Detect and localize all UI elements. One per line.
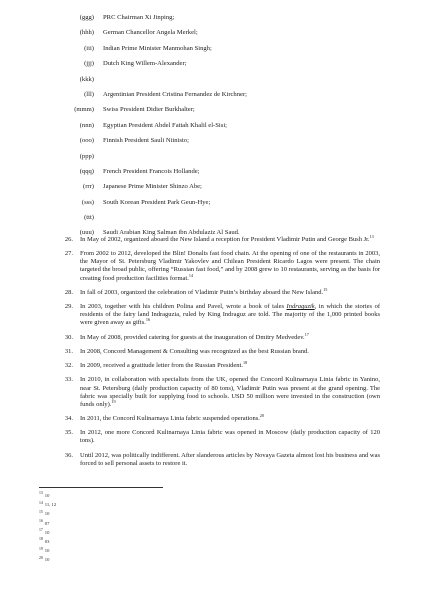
footnote-number: 20: [39, 555, 43, 560]
item-text-body: In May of 2002, organized aboard the New Island a reception for President Vladimir Putin and George Bush Jr.: [80, 236, 370, 243]
item-text: [80, 286, 380, 297]
list-item: [0, 210, 423, 225]
list-item-text: Indian Prime Minister Manmohan Singh;: [103, 44, 212, 52]
list-marker: (ppp): [79, 152, 94, 160]
footnote-text: 10: [44, 529, 50, 535]
item-text: [80, 331, 380, 342]
numbered-item: [0, 362, 423, 370]
footnote-number: 15: [39, 509, 43, 514]
footnote-ref: 15: [323, 286, 328, 292]
item-text-body: From 2002 to 2012, developed the Blin! Donalts fast food chain. At the opening of one of the restaurants in 2003, the Mayor of St. Petersburg Vladimir Yakovlev and Chilean President Ricardo Lagos were present. The chain targeted the broad public, offering “Russian fast food,” and by 2008 grew to 10 restaurants, serving as the basis for creating food production facilities format.: [80, 250, 380, 282]
footnote-divider: [39, 487, 163, 488]
footnote-number: 18: [39, 537, 43, 542]
item-text-body: In 2012, one more Concord Kulinarnaya Linia fabric was opened in Moscow (daily production capacity of 120 tons).: [80, 429, 380, 445]
footnote: [39, 528, 239, 537]
list-marker: (ggg): [79, 14, 94, 21]
list-item: [0, 41, 423, 56]
footnote-ref: 17: [304, 331, 309, 337]
list-marker: (jjj): [84, 60, 94, 68]
footnote-ref: 20: [259, 412, 265, 418]
item-text: [80, 362, 380, 370]
list-item: [0, 118, 423, 133]
footnote-text: 10: [44, 548, 50, 554]
footnote: [39, 537, 239, 546]
item-number: 30.: [64, 333, 73, 341]
list-item: [0, 72, 423, 87]
list-item: [0, 102, 423, 117]
item-text-before: In 2003, together with his children Polina and Pavel, wrote a book of tales: [80, 303, 287, 311]
list-item-text: Swiss President Didier Burkhalter;: [103, 106, 195, 114]
footnote: [39, 491, 239, 500]
footnote-ref: 16: [145, 317, 151, 323]
footnote: [39, 509, 239, 518]
item-number: 33.: [64, 376, 73, 384]
item-text-body: In 2008, Concord Management & Consulting was recognized as the best Russian brand.: [80, 347, 309, 355]
item-number: 26.: [64, 236, 73, 243]
item-number: 29.: [64, 303, 73, 311]
footnote-number: 17: [39, 528, 43, 533]
numbered-item: [0, 303, 423, 327]
list-item-text: Egyptian President Abdel Fattah Khalil el-Sisi;: [103, 121, 227, 129]
item-number: 32.: [64, 362, 73, 370]
numbered-item: [0, 376, 423, 408]
list-marker: (iii): [84, 44, 94, 52]
footnote-text: 10: [44, 557, 50, 563]
footnote-ref: 13: [369, 233, 374, 239]
list-marker: (uuu): [79, 229, 94, 237]
list-item-text: German Chancellor Angela Merkel;: [103, 29, 198, 37]
list-marker: (nnn): [79, 121, 94, 129]
list-marker: (mmm): [74, 106, 94, 114]
item-number: 34.: [64, 415, 73, 422]
list-item-text: Dutch King Willem-Alexander;: [103, 60, 187, 68]
numbered-item: [0, 412, 423, 423]
list-item-text: Finnish President Sauli Niinisto;: [103, 137, 189, 145]
footnote-text: 10: [44, 511, 50, 517]
item-text: [80, 303, 380, 327]
footnotes: [39, 491, 239, 565]
list-marker: (ttt): [84, 214, 94, 222]
numbered-item: [0, 331, 423, 342]
list-item-text: Saudi Arabian King Salman ibn Abdulaziz Al Saud.: [103, 229, 240, 237]
numbered-item: [0, 452, 423, 468]
footnote-ref: 19: [111, 398, 116, 404]
item-text-body: In 2010, in collaboration with specialists from the UK, opened the Concord Kulinarnaya Linia fabric in Yanino, near St. Petersburg (daily production capacity of 80 tons), Vladimir Putin was present at the grand opening. The fabric was specially built for supplying food to schools. USD 50 million were invested in the construction (own funds only).: [80, 376, 380, 408]
footnote-ref: 18: [243, 360, 248, 365]
item-text: [80, 412, 380, 423]
item-number: 35.: [64, 429, 73, 437]
list-item: [0, 56, 423, 71]
numbered-item: [0, 429, 423, 445]
footnote: [39, 555, 239, 564]
footnote-number: 13: [39, 491, 43, 496]
list-marker: (sss): [81, 198, 94, 206]
footnote: [39, 519, 239, 528]
list-item-text: Japanese Prime Minister Shinzo Abe;: [103, 183, 202, 191]
list-item-text: French President Francois Hollande;: [103, 167, 200, 175]
footnote: [39, 500, 239, 509]
footnote-ref: 14: [188, 272, 194, 278]
list-item: [0, 87, 423, 102]
list-item: [0, 164, 423, 179]
footnote-text: 11, 12: [44, 502, 57, 508]
list-marker: (ooo): [79, 137, 94, 145]
book-title-link[interactable]: Indraguzik: [286, 303, 315, 311]
numbered-item: [0, 348, 423, 356]
item-text: [80, 250, 380, 282]
item-text-after: , in which the stories of residents of the fairy land Indraguzia, ruled by King Indraguz are told. The majority of the 1,000 printed books were given away as gifts.: [80, 303, 380, 327]
footnote-number: 19: [39, 546, 43, 551]
list-item-text: South Korean President Park Geun-Hye;: [103, 198, 211, 206]
item-number: 36.: [64, 451, 73, 459]
list-item: [0, 149, 423, 164]
list-item-text: Argentinian President Cristina Fernandez de Kirchner;: [103, 90, 247, 98]
item-text-body: In fall of 2003, organized the celebration of Vladimir Putin’s birthday aboard the New Island.: [80, 288, 324, 296]
footnote-text: 07: [44, 520, 50, 526]
list-marker: (rrr): [83, 183, 94, 191]
item-number: 31.: [64, 347, 73, 355]
item-text-body: Until 2012, was politically indifferent. After slanderous articles by Novaya Gazeta almost lost his business and was forced to sell personal assets to restore it.: [80, 451, 380, 467]
list-item: [0, 133, 423, 148]
footnote-text: 03: [44, 539, 50, 545]
list-item: [0, 25, 423, 40]
item-text: [80, 376, 380, 408]
list-marker: (lll): [84, 90, 94, 98]
list-marker: (kkk): [79, 75, 94, 83]
numbered-item: [0, 286, 423, 297]
sub-item-list: [0, 10, 423, 241]
numbered-item: [0, 250, 423, 282]
list-item: [0, 195, 423, 210]
item-text: [80, 429, 380, 445]
item-text: [80, 348, 380, 356]
list-marker: (hhh): [79, 29, 94, 37]
footnote-number: 16: [39, 519, 43, 524]
list-item-text: PRC Chairman Xi Jinping;: [103, 14, 175, 21]
item-number: 27.: [64, 250, 73, 258]
item-number: 28.: [64, 288, 73, 296]
list-item: [0, 179, 423, 194]
list-item: [0, 10, 423, 25]
list-marker: (qqq): [79, 167, 94, 175]
item-text: [80, 452, 380, 468]
item-text-body: In May of 2008, provided catering for guests at the inauguration of Dmitry Medvedev.: [80, 333, 305, 341]
footnote: [39, 546, 239, 555]
item-text-body: In 2009, received a gratitude letter from the Russian President.: [80, 362, 243, 370]
footnote-number: 14: [39, 500, 43, 505]
item-text-body: In 2011, the Concord Kulinarnaya Linia fabric suspended operations.: [80, 415, 260, 422]
footnote-text: 10: [44, 493, 50, 498]
